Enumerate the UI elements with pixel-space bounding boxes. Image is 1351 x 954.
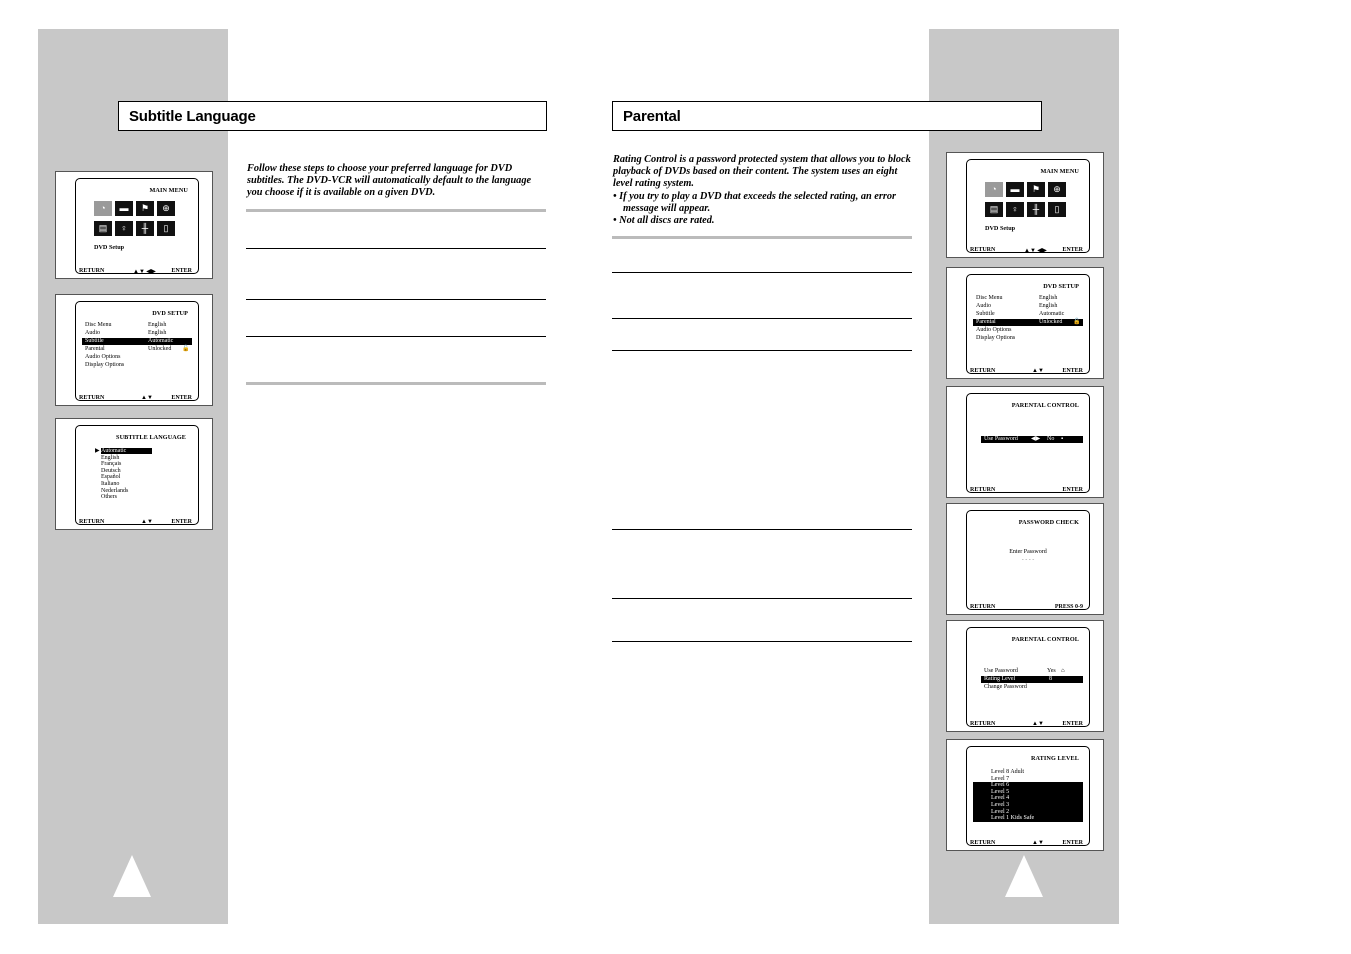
return-label: RETURN — [970, 368, 996, 374]
row-value: Automatic — [148, 338, 174, 344]
language-option: Nederlands — [101, 487, 129, 494]
parental-bullet: • If you try to play a DVD that exceeds the selected rating, an error message will appear. — [613, 190, 897, 214]
unlock-icon: 🔓 — [1073, 319, 1081, 325]
return-label: RETURN — [79, 395, 105, 401]
door-icon: ▯ — [1048, 202, 1066, 217]
menu-caption: DVD Setup — [985, 225, 1016, 232]
divider — [246, 299, 546, 300]
main-menu-panel — [946, 152, 1104, 258]
bulb-icon: ♀ — [115, 221, 133, 236]
door-icon: ▯ — [157, 221, 175, 236]
parental-intro — [613, 154, 914, 227]
enter-label: ENTER — [1062, 840, 1083, 846]
row-label: Subtitle — [85, 338, 104, 344]
language-option: Français — [101, 461, 122, 468]
password-check-panel — [946, 503, 1104, 615]
row-label: Disc Menu — [85, 322, 112, 328]
setup-row — [82, 362, 192, 369]
subtitle-intro — [247, 163, 547, 200]
screen-title: DVD SETUP — [1043, 283, 1079, 290]
subtitle-language-screen — [75, 425, 199, 525]
nav-arrows: ▲▼ — [1032, 840, 1044, 846]
setup-row — [82, 354, 192, 361]
menu-caption: DVD Setup — [94, 244, 125, 251]
book-icon: ▤ — [94, 221, 112, 236]
rating-level-option: Level 6 — [973, 782, 1083, 789]
lock-icon: ⌂ — [1061, 668, 1065, 674]
use-password-row — [981, 436, 1083, 443]
setup-row — [82, 330, 192, 337]
row-label: Use Password — [984, 668, 1018, 674]
parental-row-selected — [981, 676, 1083, 683]
setup-row — [973, 303, 1083, 310]
row-label: Audio — [85, 330, 100, 336]
enter-label: ENTER — [1062, 247, 1083, 253]
enter-label: ENTER — [1062, 487, 1083, 493]
screen-title: DVD SETUP — [152, 310, 188, 317]
unlock-icon: 🔓 — [182, 346, 190, 352]
divider — [612, 529, 912, 530]
setup-row-selected — [82, 338, 192, 345]
screen-title: MAIN MENU — [1040, 168, 1079, 175]
screen-title: PARENTAL CONTROL — [1011, 636, 1079, 643]
rating-level-option: Level 3 — [973, 802, 1083, 809]
row-value: Unlocked — [148, 346, 172, 352]
enter-label: ENTER — [171, 519, 192, 525]
divider — [246, 209, 546, 212]
return-label: RETURN — [970, 247, 996, 253]
right-page-triangle — [1005, 855, 1043, 897]
left-page-triangle — [113, 855, 151, 897]
screen-title: PASSWORD CHECK — [1018, 519, 1079, 526]
row-value: 8 — [1049, 676, 1052, 682]
row-label: Change Password — [984, 684, 1027, 690]
row-value: English — [148, 330, 167, 336]
main-menu-panel — [55, 171, 213, 279]
parental-bullet: • Not all discs are rated. — [613, 215, 715, 227]
password-check-screen — [966, 510, 1090, 610]
enter-label: ENTER — [1062, 721, 1083, 727]
parental-header: Parental — [612, 101, 1042, 131]
rating-level-panel — [946, 739, 1104, 851]
row-label: Audio Options — [976, 327, 1012, 333]
menu-icon-grid — [94, 201, 186, 241]
row-value: English — [1039, 303, 1058, 309]
bulb-icon: ♀ — [1006, 202, 1024, 217]
parental-control-screen — [966, 393, 1090, 493]
row-value: No — [1047, 436, 1055, 442]
row-label: Audio — [976, 303, 991, 309]
screen-title: SUBTITLE LANGUAGE — [116, 434, 186, 441]
rating-level-option: Level 8 Adult — [991, 769, 1024, 775]
language-label: Automatic — [101, 448, 152, 454]
parental-row — [981, 684, 1083, 691]
dvd-setup-panel — [55, 294, 213, 406]
divider — [246, 336, 546, 337]
press-digits-label: PRESS 0-9 — [1054, 604, 1083, 610]
rating-level-screen — [966, 746, 1090, 846]
enter-label: ENTER — [171, 395, 192, 401]
divider — [612, 318, 912, 319]
divider — [612, 272, 912, 273]
setup-row — [973, 335, 1083, 342]
divider — [246, 248, 546, 249]
lock-icon: ▪ — [1061, 436, 1064, 442]
rating-level-option: Level 4 — [973, 795, 1083, 802]
setup-row — [973, 295, 1083, 302]
language-option-selected — [95, 448, 152, 455]
dvd-setup-screen — [966, 274, 1090, 374]
main-menu-screen — [966, 159, 1090, 253]
screen-title: MAIN MENU — [149, 187, 188, 194]
car-icon: ▬ — [1006, 182, 1024, 197]
setup-row-selected — [973, 319, 1083, 326]
nav-arrows: ▲▼ ◀▶ — [1024, 248, 1047, 254]
enter-label: ENTER — [1062, 368, 1083, 374]
parental-control-screen — [966, 627, 1090, 727]
row-label: Parental — [85, 346, 105, 352]
globe-icon: ⊕ — [157, 201, 175, 216]
subtitle-intro-text: Follow these steps to choose your preferred language for DVD subtitles. The DVD-VCR will automatically default to the language you choose if it is available on a given DVD. — [247, 163, 532, 199]
password-prompt: Enter Password — [1009, 549, 1047, 555]
disc-icon: ◔ — [985, 182, 1003, 197]
language-option: Deutsch — [101, 467, 121, 474]
row-label: Rating Level — [984, 676, 1016, 682]
row-label: Display Options — [976, 335, 1016, 341]
setup-row — [973, 311, 1083, 318]
rating-level-option: Level 7 — [991, 775, 1010, 782]
return-label: RETURN — [970, 487, 996, 493]
setup-row — [973, 327, 1083, 334]
password-input[interactable]: - - - - — [1021, 557, 1035, 563]
nav-arrows: ▲▼ — [1032, 368, 1044, 374]
return-label: RETURN — [970, 604, 996, 610]
subtitle-language-panel — [55, 418, 213, 530]
dvd-setup-screen — [75, 301, 199, 401]
nav-arrows: ▲▼ ◀▶ — [133, 269, 156, 275]
subtitle-language-header: Subtitle Language — [118, 101, 547, 131]
parental-control-panel — [946, 620, 1104, 732]
screen-title: PARENTAL CONTROL — [1011, 402, 1079, 409]
divider — [612, 236, 912, 239]
rating-level-option: Level 1 Kids Safe — [973, 815, 1083, 822]
antenna-icon: ╫ — [136, 221, 154, 236]
screen-title: RATING LEVEL — [1030, 755, 1079, 762]
globe-icon: ⊕ — [1048, 182, 1066, 197]
parental-control-panel — [946, 386, 1104, 498]
rating-level-option: Level 2 — [973, 809, 1083, 816]
divider — [246, 382, 546, 385]
setup-row — [82, 322, 192, 329]
rating-level-list — [973, 769, 1083, 822]
row-label: Use Password — [984, 436, 1018, 442]
row-label: Subtitle — [976, 311, 995, 317]
row-value: English — [1039, 295, 1058, 301]
flag-icon: ⚑ — [1027, 182, 1045, 197]
row-label: Parental — [976, 319, 996, 325]
nav-arrows: ▲▼ — [1032, 721, 1044, 727]
language-list — [95, 448, 152, 501]
nav-arrows: ◀▶ — [1031, 436, 1041, 442]
divider — [612, 598, 912, 599]
main-menu-screen — [75, 178, 199, 274]
dvd-setup-panel — [946, 267, 1104, 379]
language-option: Italiano — [101, 480, 120, 487]
flag-icon: ⚑ — [136, 201, 154, 216]
language-option: Español — [101, 474, 121, 481]
nav-arrows: ▲▼ — [141, 519, 153, 525]
row-label: Disc Menu — [976, 295, 1003, 301]
car-icon: ▬ — [115, 201, 133, 216]
rating-level-option: Level 5 — [973, 789, 1083, 796]
antenna-icon: ╫ — [1027, 202, 1045, 217]
divider — [612, 350, 912, 351]
row-value: Automatic — [1039, 311, 1065, 317]
nav-arrows: ▲▼ — [141, 395, 153, 401]
return-label: RETURN — [970, 840, 996, 846]
row-value: Unlocked — [1039, 319, 1063, 325]
return-label: RETURN — [79, 268, 105, 274]
divider — [612, 641, 912, 642]
disc-icon: ◔ — [94, 201, 112, 216]
menu-icon-grid — [985, 182, 1077, 222]
return-label: RETURN — [970, 721, 996, 727]
row-label: Display Options — [85, 362, 125, 368]
parental-row — [981, 668, 1083, 675]
return-label: RETURN — [79, 519, 105, 525]
book-icon: ▤ — [985, 202, 1003, 217]
setup-row — [82, 346, 192, 353]
parental-intro-text: Rating Control is a password protected system that allows you to block playback of DVDs based on their content. The system uses an eight level rating system. — [613, 154, 911, 190]
pointer-icon: ▶ — [95, 448, 100, 454]
row-value: English — [148, 322, 167, 328]
row-value: Yes — [1047, 668, 1056, 674]
enter-label: ENTER — [171, 268, 192, 274]
language-option: English — [101, 454, 120, 461]
language-option: Others — [101, 494, 117, 501]
row-label: Audio Options — [85, 354, 121, 360]
